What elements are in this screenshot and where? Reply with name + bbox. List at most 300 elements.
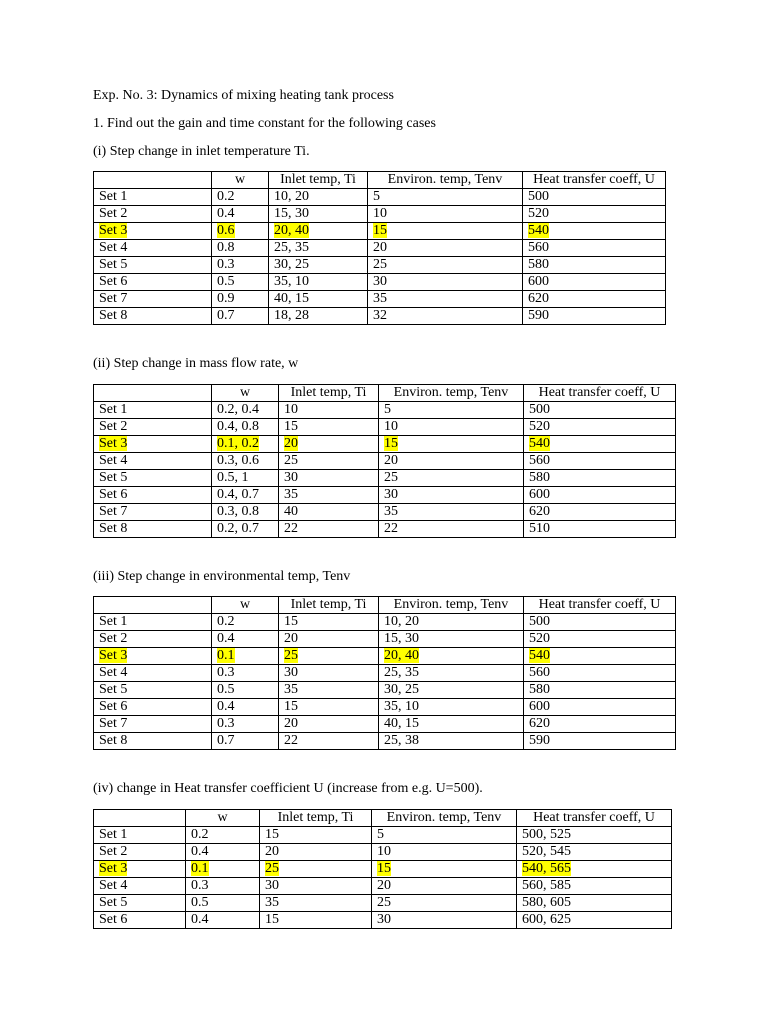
table-cell-text: 0.2 (217, 614, 235, 629)
table-cell (517, 827, 672, 844)
table-cell-text: 15 (284, 699, 298, 714)
table-cell (368, 291, 523, 308)
column-header-text: Inlet temp, Ti (277, 810, 354, 825)
caption-i: (i) Step change in inlet temperature Ti. (93, 144, 310, 159)
document-title: Exp. No. 3: Dynamics of mixing heating tank process (93, 88, 394, 103)
table-header-row (94, 172, 666, 189)
table-cell-text: 30 (373, 274, 387, 289)
table-cell-text: 0.4, 0.7 (217, 487, 259, 502)
table-cell (212, 665, 279, 682)
column-header-text: Environ. temp, Tenv (387, 172, 503, 187)
table-cell-text: 0.4, 0.8 (217, 419, 259, 434)
set-label-cell-text: Set 8 (99, 308, 128, 323)
column-header (379, 597, 524, 614)
table-row (94, 487, 676, 504)
table-row (94, 223, 666, 240)
table-cell-text: 20 (265, 844, 279, 859)
table-cell (524, 699, 676, 716)
table-cell (279, 665, 379, 682)
table-cell-text: 0.5 (217, 682, 235, 697)
table-cell (368, 240, 523, 257)
column-header-text: w (234, 172, 246, 187)
set-label-cell-text: Set 1 (99, 827, 128, 842)
table-cell (517, 878, 672, 895)
table-cell-text: 25 (284, 453, 298, 468)
set-label-cell-text: Set 4 (99, 240, 128, 255)
table-cell (260, 844, 372, 861)
column-header-text: Environ. temp, Tenv (393, 385, 509, 400)
table-row (94, 436, 676, 453)
column-header-text: w (217, 810, 228, 825)
set-label-cell-text: Set 5 (99, 257, 128, 272)
set-label-cell (94, 206, 212, 223)
table-cell (269, 223, 368, 240)
column-header (279, 597, 379, 614)
table-row (94, 240, 666, 257)
table-cell-text: 500 (529, 614, 550, 629)
table-cell-text: 20 (373, 240, 387, 255)
column-header (524, 597, 676, 614)
table-cell (260, 861, 372, 878)
column-header (379, 385, 524, 402)
table-cell (186, 844, 260, 861)
set-label-cell (94, 308, 212, 325)
table-cell (212, 504, 279, 521)
table-row (94, 453, 676, 470)
table-row (94, 844, 672, 861)
table-cell-text: 540, 565 (522, 861, 571, 876)
set-label-cell (94, 895, 186, 912)
column-header (94, 597, 212, 614)
table-cell (379, 614, 524, 631)
table-cell-text: 0.1 (191, 861, 209, 876)
table-cell (524, 682, 676, 699)
table-cell (212, 487, 279, 504)
set-label-cell (94, 827, 186, 844)
table-cell-text: 0.3 (191, 878, 209, 893)
table-mass-flow-step (93, 384, 676, 538)
table-row (94, 682, 676, 699)
table-cell (523, 257, 666, 274)
set-label-cell-text: Set 1 (99, 614, 128, 629)
table-cell-text: 20 (384, 453, 398, 468)
table-cell-text: 540 (529, 436, 550, 451)
table-cell-text: 0.1 (217, 648, 235, 663)
table-cell-text: 15 (373, 223, 387, 238)
table-cell-text: 0.2, 0.7 (217, 521, 259, 536)
table-cell (379, 453, 524, 470)
table-cell-text: 600, 625 (522, 912, 571, 927)
table-cell (368, 223, 523, 240)
table-cell-text: 15 (265, 912, 279, 927)
table-cell-text: 600 (529, 487, 550, 502)
table-cell (523, 274, 666, 291)
table-cell (279, 614, 379, 631)
table-cell (212, 223, 269, 240)
table-cell (379, 402, 524, 419)
set-label-cell (94, 487, 212, 504)
table-cell-text: 25 (265, 861, 279, 876)
table-cell-text: 30 (265, 878, 279, 893)
table-cell (379, 733, 524, 750)
question-text: 1. Find out the gain and time constant for the following cases (93, 116, 436, 131)
table-row (94, 402, 676, 419)
table-cell-text: 0.3 (217, 665, 235, 680)
table-cell (260, 912, 372, 929)
table-cell (368, 274, 523, 291)
table-cell (269, 206, 368, 223)
table-cell-text: 15 (284, 614, 298, 629)
table-cell (379, 521, 524, 538)
table-cell-text: 20 (284, 631, 298, 646)
table-cell-text: 30, 25 (274, 257, 309, 272)
table-cell (212, 470, 279, 487)
table-cell-text: 500, 525 (522, 827, 571, 842)
table-cell-text: 25 (384, 470, 398, 485)
column-header-text: Heat transfer coeff, U (538, 385, 661, 400)
table-cell-text: 0.3 (217, 257, 235, 272)
table-cell (524, 648, 676, 665)
table-cell (212, 453, 279, 470)
table-cell (212, 402, 279, 419)
table-cell (524, 470, 676, 487)
table-cell-text: 25 (284, 648, 298, 663)
set-label-cell (94, 189, 212, 206)
table-cell (368, 189, 523, 206)
table-cell-text: 600 (529, 699, 550, 714)
table-cell-text: 520 (529, 631, 550, 646)
table-row (94, 189, 666, 206)
table-row (94, 699, 676, 716)
table-cell (524, 436, 676, 453)
table-cell (279, 682, 379, 699)
table-cell-text: 22 (284, 521, 298, 536)
table-cell (379, 436, 524, 453)
table-cell-text: 35, 10 (384, 699, 419, 714)
table-cell (212, 682, 279, 699)
table-row (94, 878, 672, 895)
set-label-cell (94, 699, 212, 716)
column-header (523, 172, 666, 189)
set-label-cell (94, 648, 212, 665)
column-header (368, 172, 523, 189)
table-row (94, 274, 666, 291)
table-cell (212, 716, 279, 733)
table-cell (269, 189, 368, 206)
table-cell-text: 5 (373, 189, 380, 204)
table-cell (524, 665, 676, 682)
table-cell (368, 308, 523, 325)
table-cell (212, 274, 269, 291)
table-cell (372, 912, 517, 929)
table-row (94, 521, 676, 538)
table-cell (186, 912, 260, 929)
table-row (94, 895, 672, 912)
table-cell-text: 40 (284, 504, 298, 519)
table-cell (212, 648, 279, 665)
set-label-cell (94, 257, 212, 274)
table-cell (524, 453, 676, 470)
table-cell-text: 0.2, 0.4 (217, 402, 259, 417)
table-cell (368, 206, 523, 223)
table-cell-text: 0.3, 0.8 (217, 504, 259, 519)
table-cell (279, 402, 379, 419)
set-label-cell (94, 436, 212, 453)
table-cell (379, 648, 524, 665)
table-cell (279, 648, 379, 665)
table-cell-text: 20 (284, 436, 298, 451)
table-cell-text: 25, 35 (384, 665, 419, 680)
set-label-cell-text: Set 3 (99, 223, 128, 238)
table-cell-text: 10 (373, 206, 387, 221)
set-label-cell (94, 665, 212, 682)
table-cell-text: 600 (528, 274, 549, 289)
table-cell-text: 560, 585 (522, 878, 571, 893)
table-cell (379, 665, 524, 682)
set-label-cell (94, 614, 212, 631)
table-cell (372, 861, 517, 878)
table-cell-text: 0.4 (191, 912, 209, 927)
table-cell-text: 25 (373, 257, 387, 272)
table-cell-text: 10, 20 (274, 189, 309, 204)
table-cell (279, 453, 379, 470)
table-cell (186, 895, 260, 912)
table-header-row (94, 597, 676, 614)
table-cell (524, 419, 676, 436)
set-label-cell-text: Set 1 (99, 189, 128, 204)
set-label-cell-text: Set 7 (99, 504, 128, 519)
table-cell-text: 15 (384, 436, 398, 451)
table-cell (379, 419, 524, 436)
table-cell (524, 487, 676, 504)
table-cell (524, 402, 676, 419)
column-header-text: Environ. temp, Tenv (393, 597, 509, 612)
table-cell (212, 308, 269, 325)
table-cell (372, 895, 517, 912)
set-label-cell-text: Set 7 (99, 291, 128, 306)
table-cell-text: 0.4 (217, 699, 235, 714)
table-cell-text: 0.8 (217, 240, 235, 255)
table-row (94, 257, 666, 274)
table-cell (523, 206, 666, 223)
set-label-cell-text: Set 4 (99, 665, 128, 680)
table-cell-text: 590 (528, 308, 549, 323)
table-cell (523, 291, 666, 308)
column-header (524, 385, 676, 402)
table-cell-text: 0.3 (217, 716, 235, 731)
table-cell-text: 0.2 (217, 189, 235, 204)
table-env-temp-step (93, 596, 676, 750)
table-cell-text: 30 (284, 470, 298, 485)
table-cell-text: 30 (284, 665, 298, 680)
table-row (94, 733, 676, 750)
table-cell (212, 206, 269, 223)
table-row (94, 291, 666, 308)
table-cell (269, 274, 368, 291)
table-row (94, 716, 676, 733)
table-cell-text: 540 (528, 223, 549, 238)
set-label-cell (94, 912, 186, 929)
table-cell-text: 560 (528, 240, 549, 255)
set-label-cell-text: Set 5 (99, 895, 128, 910)
table-cell (379, 504, 524, 521)
set-label-cell (94, 240, 212, 257)
table-cell-text: 35 (384, 504, 398, 519)
table-cell (260, 878, 372, 895)
table-cell (269, 291, 368, 308)
table-row (94, 648, 676, 665)
table-row (94, 912, 672, 929)
set-label-cell (94, 223, 212, 240)
table-cell-text: 0.1, 0.2 (217, 436, 259, 451)
table-cell (517, 912, 672, 929)
table-row (94, 504, 676, 521)
set-label-cell-text: Set 2 (99, 844, 128, 859)
column-header (517, 810, 672, 827)
table-cell (212, 614, 279, 631)
set-label-cell (94, 878, 186, 895)
table-cell (212, 521, 279, 538)
set-label-cell (94, 402, 212, 419)
table-cell-text: 580 (529, 470, 550, 485)
table-cell (379, 699, 524, 716)
table-cell (269, 308, 368, 325)
table-cell (269, 240, 368, 257)
table-cell (260, 895, 372, 912)
table-cell (279, 504, 379, 521)
set-label-cell (94, 521, 212, 538)
table-cell-text: 35, 10 (274, 274, 309, 289)
table-cell (379, 487, 524, 504)
table-cell (212, 631, 279, 648)
column-header-text: Inlet temp, Ti (290, 385, 367, 400)
column-header (269, 172, 368, 189)
table-cell (372, 844, 517, 861)
table-cell-text: 0.5 (217, 274, 235, 289)
table-cell-text: 0.4 (217, 206, 235, 221)
set-label-cell (94, 504, 212, 521)
table-cell (279, 419, 379, 436)
table-row (94, 614, 676, 631)
table-cell (279, 521, 379, 538)
set-label-cell (94, 419, 212, 436)
set-label-cell-text: Set 6 (99, 274, 128, 289)
table-cell-text: 620 (529, 716, 550, 731)
table-inlet-temp-step (93, 171, 666, 325)
column-header-text: Inlet temp, Ti (290, 597, 367, 612)
table-cell-text: 560 (529, 665, 550, 680)
table-row (94, 206, 666, 223)
table-cell-text: 20 (284, 716, 298, 731)
table-cell-text: 560 (529, 453, 550, 468)
table-cell-text: 10, 20 (384, 614, 419, 629)
table-cell (523, 189, 666, 206)
set-label-cell-text: Set 4 (99, 878, 128, 893)
table-cell (524, 504, 676, 521)
set-label-cell-text: Set 6 (99, 912, 128, 927)
set-label-cell (94, 682, 212, 699)
set-label-cell (94, 844, 186, 861)
table-cell-text: 22 (384, 521, 398, 536)
table-row (94, 827, 672, 844)
table-cell (212, 699, 279, 716)
column-header (279, 385, 379, 402)
table-cell-text: 25 (377, 895, 391, 910)
set-label-cell (94, 470, 212, 487)
table-cell-text: 15 (265, 827, 279, 842)
column-header-text: Heat transfer coeff, U (533, 810, 655, 825)
set-label-cell-text: Set 7 (99, 716, 128, 731)
table-header-row (94, 810, 672, 827)
table-cell (279, 470, 379, 487)
table-cell-text: 5 (384, 402, 391, 417)
table-cell (517, 844, 672, 861)
set-label-cell (94, 453, 212, 470)
table-cell-text: 5 (377, 827, 384, 842)
column-header-text: Heat transfer coeff, U (533, 172, 655, 187)
table-cell-text: 0.5 (191, 895, 209, 910)
set-label-cell-text: Set 6 (99, 699, 128, 714)
table-cell (379, 631, 524, 648)
set-label-cell-text: Set 4 (99, 453, 128, 468)
column-header-text: Inlet temp, Ti (280, 172, 356, 187)
table-cell-text: 22 (284, 733, 298, 748)
table-cell-text: 580 (528, 257, 549, 272)
table-cell-text: 40, 15 (274, 291, 309, 306)
caption-iv: (iv) change in Heat transfer coefficient U (increase from e.g. U=500). (93, 781, 483, 796)
table-cell (524, 716, 676, 733)
column-header (212, 597, 279, 614)
table-cell (212, 257, 269, 274)
table-heat-transfer-change (93, 809, 672, 929)
table-cell (212, 189, 269, 206)
table-cell (379, 470, 524, 487)
table-cell-text: 20, 40 (274, 223, 309, 238)
table-cell (279, 733, 379, 750)
set-label-cell-text: Set 2 (99, 206, 128, 221)
table-cell (279, 487, 379, 504)
column-header (212, 385, 279, 402)
table-cell-text: 520, 545 (522, 844, 571, 859)
table-cell (269, 257, 368, 274)
set-label-cell-text: Set 8 (99, 521, 128, 536)
set-label-cell (94, 274, 212, 291)
table-cell-text: 30 (384, 487, 398, 502)
table-cell (212, 240, 269, 257)
table-cell (212, 436, 279, 453)
table-cell (279, 631, 379, 648)
column-header-text: Heat transfer coeff, U (538, 597, 661, 612)
table-cell-text: 0.4 (191, 844, 209, 859)
table-cell-text: 540 (529, 648, 550, 663)
table-row (94, 665, 676, 682)
table-cell (524, 631, 676, 648)
set-label-cell-text: Set 5 (99, 682, 128, 697)
table-cell-text: 18, 28 (274, 308, 309, 323)
table-cell (523, 223, 666, 240)
column-header (94, 810, 186, 827)
table-cell-text: 0.7 (217, 733, 235, 748)
table-cell (279, 699, 379, 716)
table-cell (368, 257, 523, 274)
table-cell-text: 510 (529, 521, 550, 536)
table-cell-text: 500 (529, 402, 550, 417)
table-cell-text: 0.9 (217, 291, 235, 306)
column-header (94, 172, 212, 189)
table-cell-text: 580 (529, 682, 550, 697)
table-row (94, 419, 676, 436)
table-cell (523, 240, 666, 257)
